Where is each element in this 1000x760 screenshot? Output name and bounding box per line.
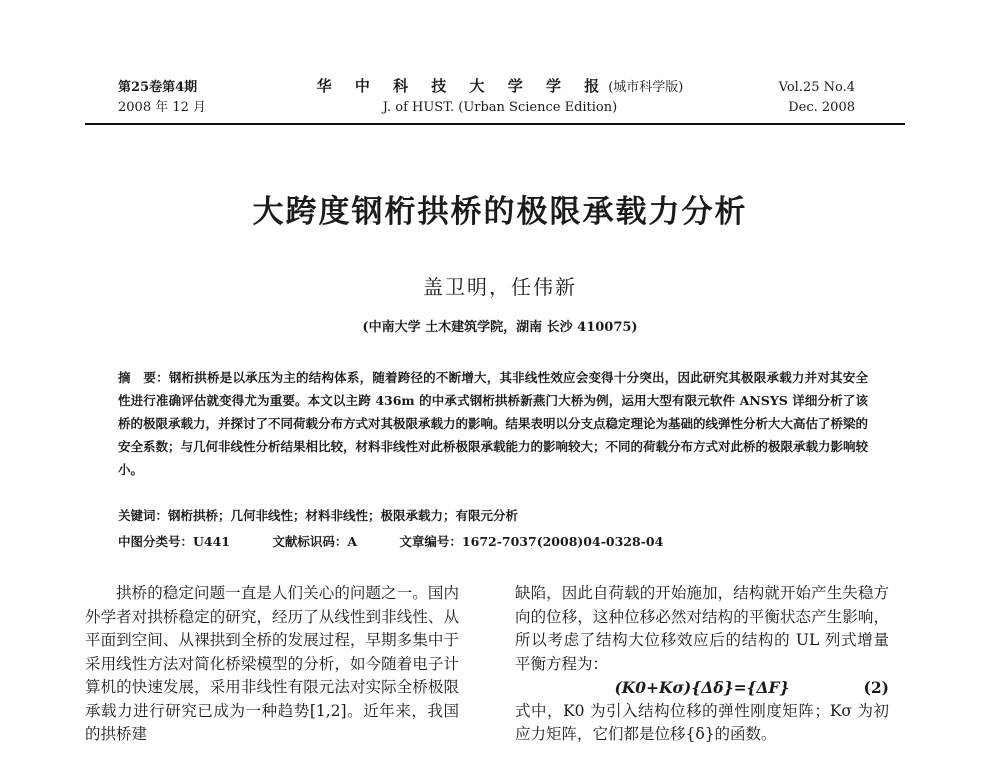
classification-line [118, 532, 701, 550]
journal-subtitle-cn: (城市科学版) [608, 80, 684, 95]
header-right [779, 78, 855, 118]
header-left [118, 78, 206, 118]
keywords-text: 钢桁拱桥；几何非线性；材料非线性；极限承载力；有限元分析 [168, 508, 519, 523]
equation-number: (2) [863, 678, 889, 697]
journal-name-cn: 华 中 科 技 大 学 学 报 [316, 77, 609, 95]
issue-label: 第25卷第4期 [118, 80, 198, 95]
body-paragraph: 式中，K0 为引入结构位移的弹性刚度矩阵；Kσ 为初应力矩阵，它们都是位移{δ}的函数。 [515, 701, 889, 743]
journal-title-en: J. of HUST. (Urban Science Edition) [382, 100, 618, 115]
volume-en: Vol.25 No.4 [778, 80, 855, 95]
keywords [118, 506, 518, 524]
date-label: 2008 年 12 月 [118, 100, 207, 115]
keywords-label: 关键词： [118, 508, 169, 523]
abstract [118, 366, 868, 481]
body-column-right [515, 582, 889, 747]
date-en: Dec. 2008 [788, 100, 855, 115]
header-center [300, 76, 700, 118]
header-divider [85, 123, 905, 125]
abstract-label: 摘 要： [118, 370, 169, 385]
body-paragraph: 拱桥的稳定问题一直是人们关心的问题之一。国内外学者对拱桥稳定的研究，经历了从线性到非线性、从平面到空间、从裸拱到全桥的发展过程，早期多集中于采用线性方法对简化桥梁模型的分析，如今随着电子计算机的快速发展，采用非线性有限元法对实际全桥极限承载力进行研究已成为一种趋势[1,2]。近年来，我国的拱桥建 [85, 584, 459, 743]
journal-title-cn [300, 76, 700, 98]
document-code: 文献标识码：A [272, 534, 358, 549]
clc-number: 中图分类号：U441 [118, 534, 230, 549]
body-paragraph: 缺陷，因此自荷载的开始施加，结构就开始产生失稳方向的位移，这种位移必然对结构的平衡状态产生影响，所以考虑了结构大位移效应后的结构的 UL 列式增量平衡方程为： [515, 584, 889, 673]
equation-expression: (K0+Kσ){Δδ}={ΔF} [614, 678, 790, 697]
abstract-text: 钢桁拱桥是以承压为主的结构体系，随着跨径的不断增大，其非线性效应会变得十分突出，因此研究其极限承载力并对其安全性进行准确评估就变得尤为重要。本文以主跨 436m 的中承式钢桁拱桥新燕门大桥为例，运用大型有限元软件 ANSYS 详细分析了该桥的极限承载力，并探讨了不同荷载分布方式对其极限承载力的影响。结果表明以分支点稳定理论为基础的线弹性分析大大高估了桥梁的安全系数；与几何非线性分析结果相比较，材料非线性对此桥极限承载能力的影响较大；不同的荷载分布方式对此桥的极限承载力影响较小。 [118, 370, 869, 477]
article-number: 文章编号：1672-7037(2008)04-0328-04 [399, 534, 664, 549]
authors: 盖卫明，任伟新 [423, 275, 577, 299]
affiliation: (中南大学 土木建筑学院，湖南 长沙 410075) [362, 320, 638, 335]
paper-title: 大跨度钢桁拱桥的极限承载力分析 [252, 194, 748, 230]
equation [515, 676, 889, 700]
body-column-left [85, 582, 459, 747]
